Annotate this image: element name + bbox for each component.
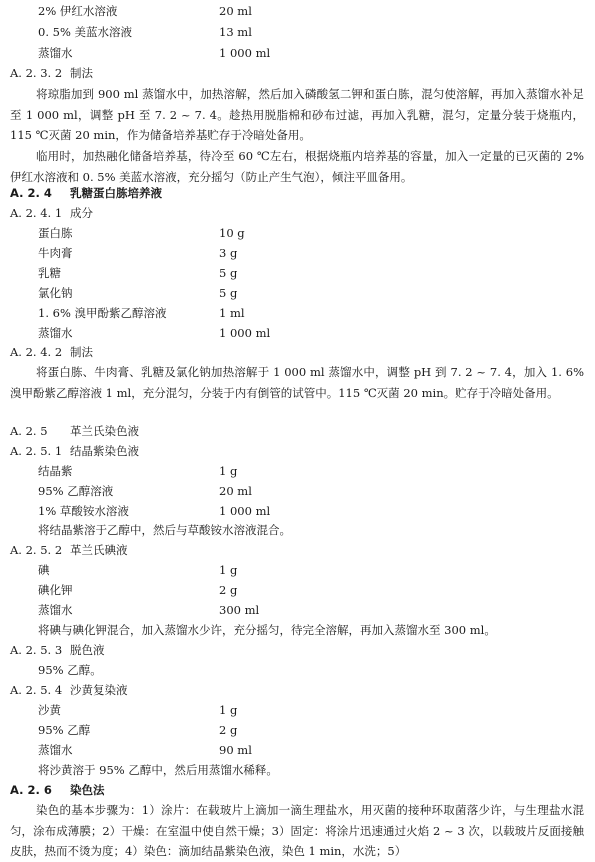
ingredient-qty: 20 ml (219, 4, 252, 18)
ingredient-qty: 1 000 ml (219, 46, 271, 60)
ingredient-name: 0. 5% 美蓝水溶液 (38, 25, 133, 39)
ingredient-name: 1. 6% 溴甲酚紫乙醇溶液 (38, 306, 167, 320)
note-text: 95% 乙醇。 (38, 663, 102, 677)
ingredient-row (0, 721, 595, 740)
ingredient-name: 牛肉膏 (38, 246, 73, 260)
ingredient-name: 蒸馏水 (38, 603, 73, 617)
ingredient-qty: 5 g (219, 286, 238, 300)
ingredient-row (0, 324, 595, 343)
ingredient-row (0, 44, 595, 63)
ingredient-row (0, 264, 595, 283)
section-number: A. 2. 6 (10, 783, 52, 797)
section-number: A. 2. 5. 3 (10, 643, 63, 657)
section-number: A. 2. 5. 4 (10, 683, 63, 697)
ingredient-row (0, 224, 595, 243)
ingredient-qty: 13 ml (219, 25, 252, 39)
note-text: 将碘与碘化钾混合，加入蒸馏水少许，充分摇匀，待完全溶解，再加入蒸馏水至 300 ml。 (38, 623, 496, 637)
ingredient-qty: 10 g (219, 226, 245, 240)
ingredient-row (0, 244, 595, 263)
ingredient-name: 碘化钾 (38, 583, 73, 597)
ingredient-row (0, 304, 595, 323)
section-heading (10, 641, 105, 660)
ingredient-row (0, 741, 595, 760)
section-heading (10, 541, 128, 560)
section-heading (10, 781, 105, 800)
note-text: 将沙黄溶于 95% 乙醇中，然后用蒸馏水稀释。 (38, 763, 278, 777)
ingredient-qty: 20 ml (219, 484, 252, 498)
ingredient-row (0, 502, 595, 521)
ingredient-row (0, 462, 595, 481)
section-heading (10, 64, 93, 83)
ingredient-qty: 90 ml (219, 743, 252, 757)
section-title: 染色法 (70, 783, 105, 797)
ingredient-row (0, 581, 595, 600)
ingredient-name: 95% 乙醇 (38, 723, 91, 737)
ingredient-name: 1% 草酸铵水溶液 (38, 504, 129, 518)
section-title: 制法 (70, 345, 93, 359)
section-number: A. 2. 5. 1 (10, 444, 63, 458)
section-title: 革兰氏染色液 (70, 424, 139, 438)
ingredient-qty: 1 g (219, 563, 238, 577)
paragraph: 将琼脂加到 900 ml 蒸馏水中，加热溶解，然后加入磷酸氢二钾和蛋白胨，混匀使溶解，再加入蒸馏水补足至 1 000 ml，调整 pH 至 7. 2 ~ 7. 4。趁热用脱脂棉和砂布过滤，再加入乳糖，混匀，定量分装于烧瓶内，115 ℃灭菌 20 min，作为储备培养基贮存于冷暗处备用。 (10, 87, 584, 143)
ingredient-name: 蒸馏水 (38, 326, 73, 340)
section-heading (10, 681, 128, 700)
ingredient-qty: 3 g (219, 246, 238, 260)
ingredient-row (0, 23, 595, 42)
note (0, 761, 595, 780)
section-number: A. 2. 5. 2 (10, 543, 63, 557)
section-heading (10, 204, 93, 223)
ingredient-qty: 1 ml (219, 306, 245, 320)
section-number: A. 2. 4. 1 (10, 206, 63, 220)
ingredient-row (0, 2, 595, 21)
ingredient-name: 氯化钠 (38, 286, 73, 300)
paragraph: 将蛋白胨、牛肉膏、乳糖及氯化钠加热溶解于 1 000 ml 蒸馏水中，调整 pH 到 7. 2 ~ 7. 4，加入 1. 6% 溴甲酚紫乙醇溶液 1 ml，充分混匀，分装于内有倒管的试管中。115 ℃灭菌 20 min。贮存于冷暗处备用。 (10, 365, 584, 400)
section-heading (10, 343, 93, 362)
section-number: A. 2. 5 (10, 424, 48, 438)
section-title: 脱色液 (70, 643, 105, 657)
ingredient-qty: 1 g (219, 464, 238, 478)
section-heading (10, 422, 139, 441)
ingredient-qty: 300 ml (219, 603, 260, 617)
ingredient-name: 碘 (38, 563, 50, 577)
section-number: A. 2. 4. 2 (10, 345, 63, 359)
section-number: A. 2. 4 (10, 186, 52, 200)
note (0, 521, 595, 540)
paragraph: 临用时，加热融化储备培养基，待冷至 60 ℃左右，根据烧瓶内培养基的容量，加入一定量的已灭菌的 2% 伊红水溶液和 0. 5% 美蓝水溶液，充分摇匀（防止产生气泡），倾注平皿备用。 (10, 149, 584, 184)
section-title: 成分 (70, 206, 93, 220)
ingredient-name: 95% 乙醇溶液 (38, 484, 114, 498)
ingredient-qty: 5 g (219, 266, 238, 280)
ingredient-qty: 1 g (219, 703, 238, 717)
ingredient-qty: 2 g (219, 583, 238, 597)
section-heading (10, 184, 162, 203)
ingredient-row (0, 284, 595, 303)
section-heading (10, 442, 139, 461)
note-text: 将结晶紫溶于乙醇中，然后与草酸铵水溶液混合。 (38, 523, 291, 537)
ingredient-row (0, 482, 595, 501)
ingredient-row (0, 561, 595, 580)
section-title: 结晶紫染色液 (70, 444, 139, 458)
paragraph: 染色的基本步骤为：1）涂片：在载玻片上滴加一滴生理盐水，用灭菌的接种环取菌落少许，与生理盐水混匀，涂布成薄膜；2）干燥：在室温中使自然干燥；3）固定：将涂片迅速通过火焰 2 ~ 3 次，以载玻片反面接触皮肤，热而不烫为度；4）染色：滴加结晶紫染色液，染色 1 min，水洗；5） (10, 803, 584, 859)
note (0, 661, 595, 680)
ingredient-qty: 1 000 ml (219, 504, 271, 518)
section-title: 革兰氏碘液 (70, 543, 128, 557)
section-title: 乳糖蛋白胨培养液 (70, 186, 162, 200)
ingredient-row (0, 601, 595, 620)
ingredient-name: 乳糖 (38, 266, 61, 280)
ingredient-name: 蒸馏水 (38, 743, 73, 757)
ingredient-row (0, 701, 595, 720)
ingredient-name: 2% 伊红水溶液 (38, 4, 118, 18)
ingredient-name: 沙黄 (38, 703, 61, 717)
ingredient-name: 结晶紫 (38, 464, 73, 478)
ingredient-name: 蛋白胨 (38, 226, 73, 240)
note (0, 621, 595, 640)
section-number: A. 2. 3. 2 (10, 66, 63, 80)
section-title: 制法 (70, 66, 93, 80)
ingredient-name: 蒸馏水 (38, 46, 73, 60)
section-title: 沙黄复染液 (70, 683, 128, 697)
ingredient-qty: 1 000 ml (219, 326, 271, 340)
ingredient-qty: 2 g (219, 723, 238, 737)
